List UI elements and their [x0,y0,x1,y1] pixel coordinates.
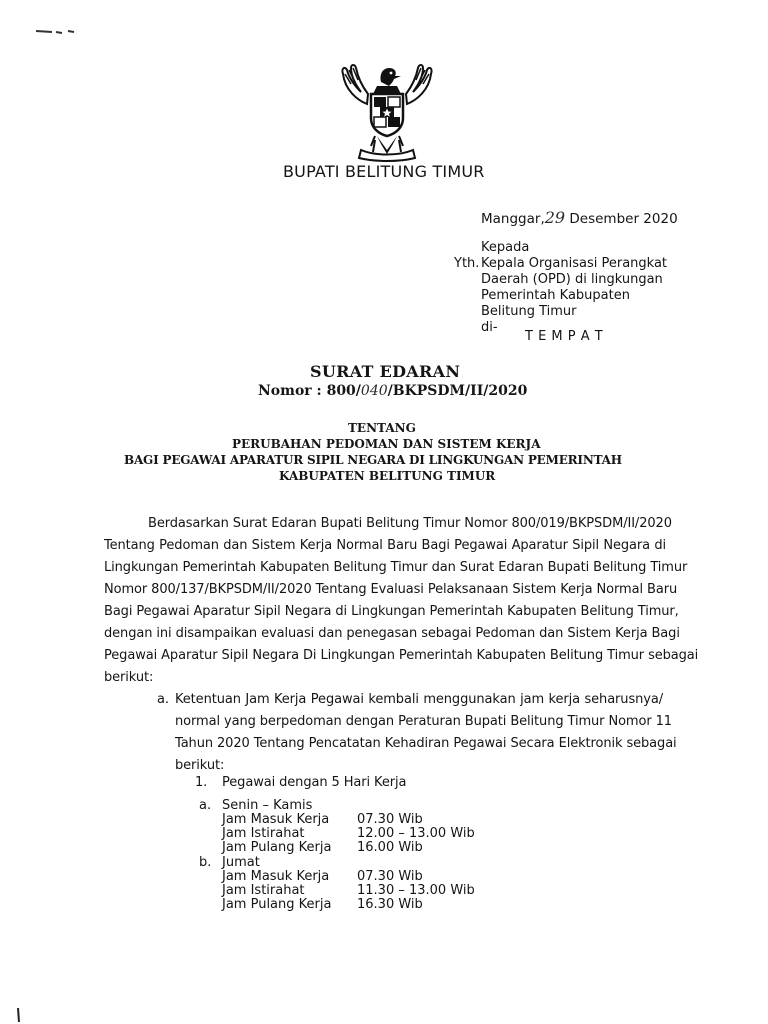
paragraph-line-2: Tentang Pedoman dan Sistem Kerja Normal Baru Bagi Pegawai Aparatur Sipil Negara di [104,538,666,553]
subject-line-1: PERUBAHAN PEDOMAN DAN SISTEM KERJA [232,437,541,451]
issuer-title: BUPATI BELITUNG TIMUR [283,162,485,181]
schedule-b-value-3: 16.30 Wib [357,897,423,912]
schedule-b-label-2: Jam Istirahat [222,883,305,898]
schedule-a-value-1: 07.30 Wib [357,812,423,827]
schedule-b-label-1: Jam Masuk Kerja [222,869,330,884]
schedule-a-label-1: Jam Masuk Kerja [222,812,330,827]
item-a-line-2: normal yang berpedoman dengan Peraturan Bupati Belitung Timur Nomor 11 [175,714,672,729]
handwritten-number: 040 [360,383,388,399]
schedule-a-value-3: 16.00 Wib [357,840,423,855]
schedule-b-marker: b. [199,855,212,870]
subject-line-3: KABUPATEN BELITUNG TIMUR [279,469,496,483]
letter-number-suffix: /BKPSDM/II/2020 [387,383,528,399]
handwritten-day: 29 [544,208,566,227]
subitem-1-marker: 1. [195,775,208,790]
place-label: Manggar, [481,211,545,227]
schedule-b-day: Jumat [222,855,260,870]
schedule-b-value-2: 11.30 – 13.00 Wib [357,883,475,898]
schedule-a-label-2: Jam Istirahat [222,826,305,841]
paragraph-line-8: berikut: [104,670,154,685]
place-date [481,210,678,227]
recipient-di: di- [481,320,498,335]
recipient-kepada: Kepada [481,240,530,255]
schedule-a-day: Senin – Kamis [222,798,313,813]
paragraph-line-5: Bagi Pegawai Aparatur Sipil Negara di Lingkungan Pemerintah Kabupaten Belitung Timur, [104,604,679,619]
schedule-b-label-3: Jam Pulang Kerja [222,897,332,912]
letter-number-prefix: Nomor : 800/ [258,383,361,399]
paragraph-line-1: Berdasarkan Surat Edaran Bupati Belitung Timur Nomor 800/019/BKPSDM/II/2020 [148,516,672,531]
letter-number [258,383,527,399]
schedule-a-label-3: Jam Pulang Kerja [222,840,332,855]
subitem-1-text: Pegawai dengan 5 Hari Kerja [222,775,407,790]
paragraph-line-3: Lingkungan Pemerintah Kabupaten Belitung Timur dan Surat Edaran Bupati Belitung Timur [104,560,688,575]
subject-line-2: BAGI PEGAWAI APARATUR SIPIL NEGARA DI LINGKUNGAN PEMERINTAH [124,453,622,467]
garuda-emblem [331,60,443,164]
month-year-text: Desember 2020 [569,211,678,227]
recipient-line-2: Daerah (OPD) di lingkungan [481,272,663,287]
recipient-tempat: T E M P A T [525,329,604,344]
recipient-line-4: Belitung Timur [481,304,577,319]
paragraph-line-4: Nomor 800/137/BKPSDM/II/2020 Tentang Evaluasi Pelaksanaan Sistem Kerja Normal Baru [104,582,678,597]
tentang-label: TENTANG [348,421,416,435]
recipient-line-3: Pemerintah Kabupaten [481,288,630,303]
scan-mark-top-left [34,26,80,38]
recipient-line-1: Kepala Organisasi Perangkat [481,256,668,271]
scan-mark-bottom-left [14,1006,24,1024]
item-a-line-1: Ketentuan Jam Kerja Pegawai kembali menggunakan jam kerja seharusnya/ [175,692,663,707]
schedule-a-value-2: 12.00 – 13.00 Wib [357,826,475,841]
item-a-marker: a. [157,692,169,707]
schedule-a-marker: a. [199,798,212,813]
schedule-b-value-1: 07.30 Wib [357,869,423,884]
letter-title: SURAT EDARAN [310,362,461,381]
paragraph-line-7: Pegawai Aparatur Sipil Negara Di Lingkungan Pemerintah Kabupaten Belitung Timur sebagai [104,648,699,663]
paragraph-line-6: dengan ini disampaikan evaluasi dan penegasan sebagai Pedoman dan Sistem Kerja Bagi [104,626,680,641]
recipient-yth: Yth. [454,256,480,271]
item-a-line-4: berikut: [175,758,225,773]
item-a-line-3: Tahun 2020 Tentang Pencatatan Kehadiran Pegawai Secara Elektronik sebagai [175,736,677,751]
